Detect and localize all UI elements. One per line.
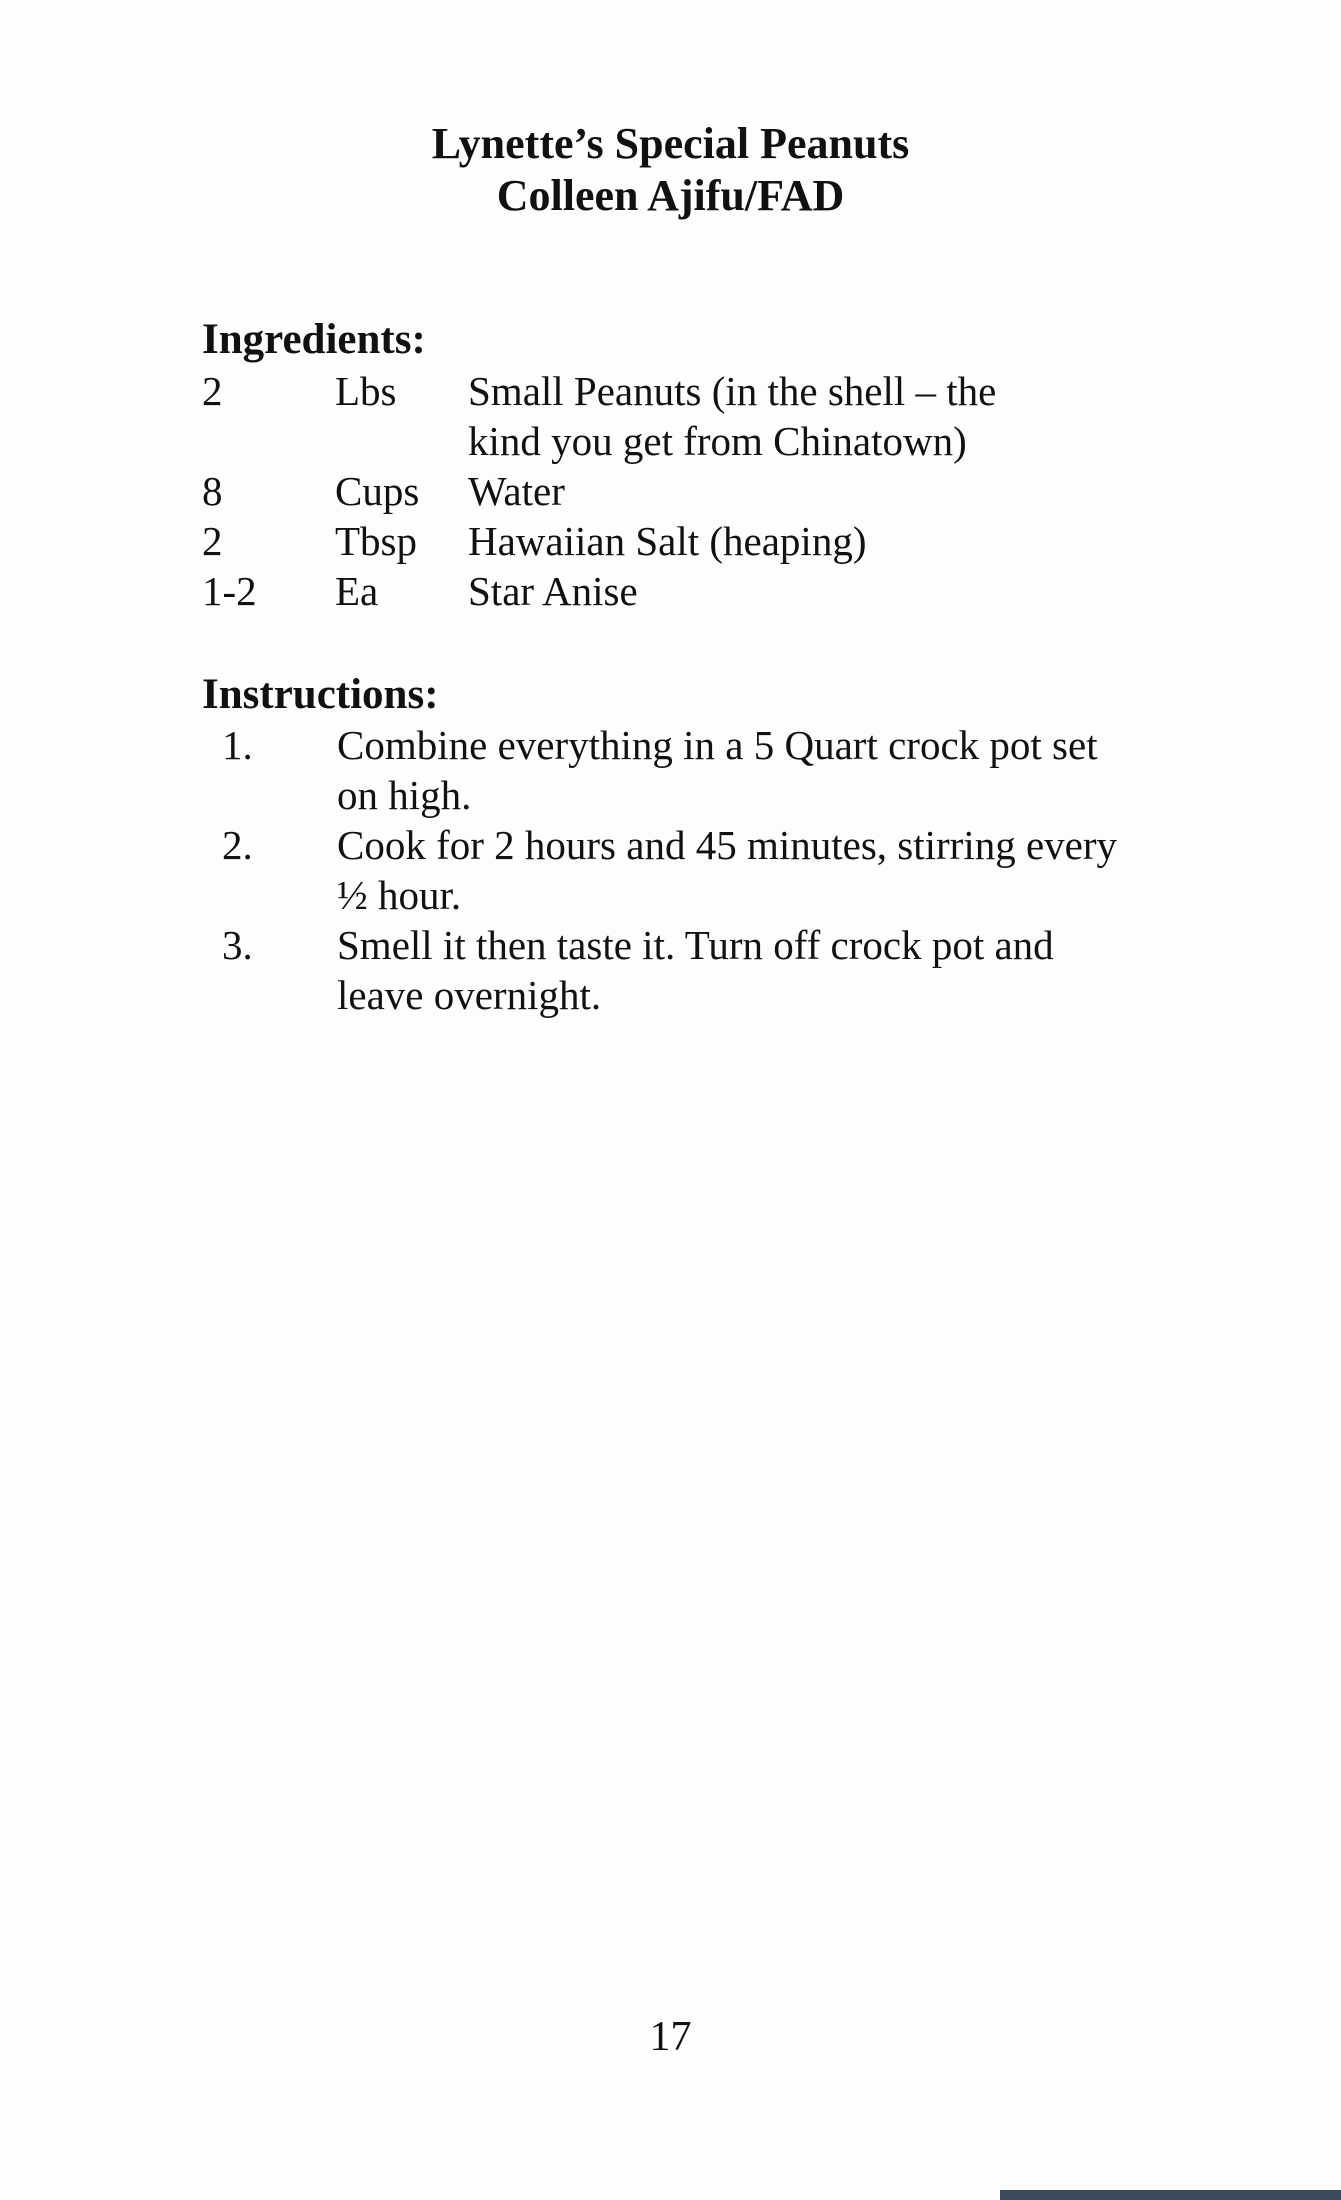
step-text: Cook for 2 hours and 45 minutes, stirring every ½ hour. xyxy=(337,822,1118,918)
ingredient-item: Water xyxy=(468,468,565,514)
ingredient-unit: Cups xyxy=(335,468,420,514)
page-edge-strip xyxy=(1000,2190,1341,2200)
ingredient-unit: Lbs xyxy=(335,368,397,414)
ingredient-qty: 8 xyxy=(202,468,223,514)
step-number: 2. xyxy=(222,822,253,868)
ingredients-heading: Ingredients: xyxy=(202,316,426,363)
ingredient-item: Star Anise xyxy=(468,568,638,614)
ingredients-list xyxy=(202,366,1202,616)
instruction-step xyxy=(202,920,1202,1020)
recipe-title-block xyxy=(0,118,1341,222)
ingredient-row xyxy=(202,466,1202,516)
ingredient-qty: 1-2 xyxy=(202,568,257,614)
ingredient-item: Small Peanuts (in the shell – the kind you get from Chinatown) xyxy=(468,368,997,464)
ingredient-row xyxy=(202,366,1202,466)
instructions-heading: Instructions: xyxy=(202,671,439,718)
ingredient-unit: Ea xyxy=(335,568,379,614)
ingredient-item: Hawaiian Salt (heaping) xyxy=(468,518,867,564)
step-number: 1. xyxy=(222,722,253,768)
recipe-author: Colleen Ajifu/FAD xyxy=(496,171,845,220)
ingredient-qty: 2 xyxy=(202,368,223,414)
page-number: 17 xyxy=(649,2014,692,2060)
ingredient-row xyxy=(202,516,1202,566)
ingredient-row xyxy=(202,566,1202,616)
step-text: Smell it then taste it. Turn off crock pot and leave overnight. xyxy=(337,922,1054,1018)
step-number: 3. xyxy=(222,922,253,968)
ingredient-unit: Tbsp xyxy=(335,518,417,564)
ingredient-qty: 2 xyxy=(202,518,223,564)
instruction-step xyxy=(202,820,1202,920)
step-text: Combine everything in a 5 Quart crock pot set on high. xyxy=(337,722,1098,818)
instructions-list xyxy=(202,720,1202,1020)
instruction-step xyxy=(202,720,1202,820)
recipe-title: Lynette’s Special Peanuts xyxy=(431,119,910,168)
